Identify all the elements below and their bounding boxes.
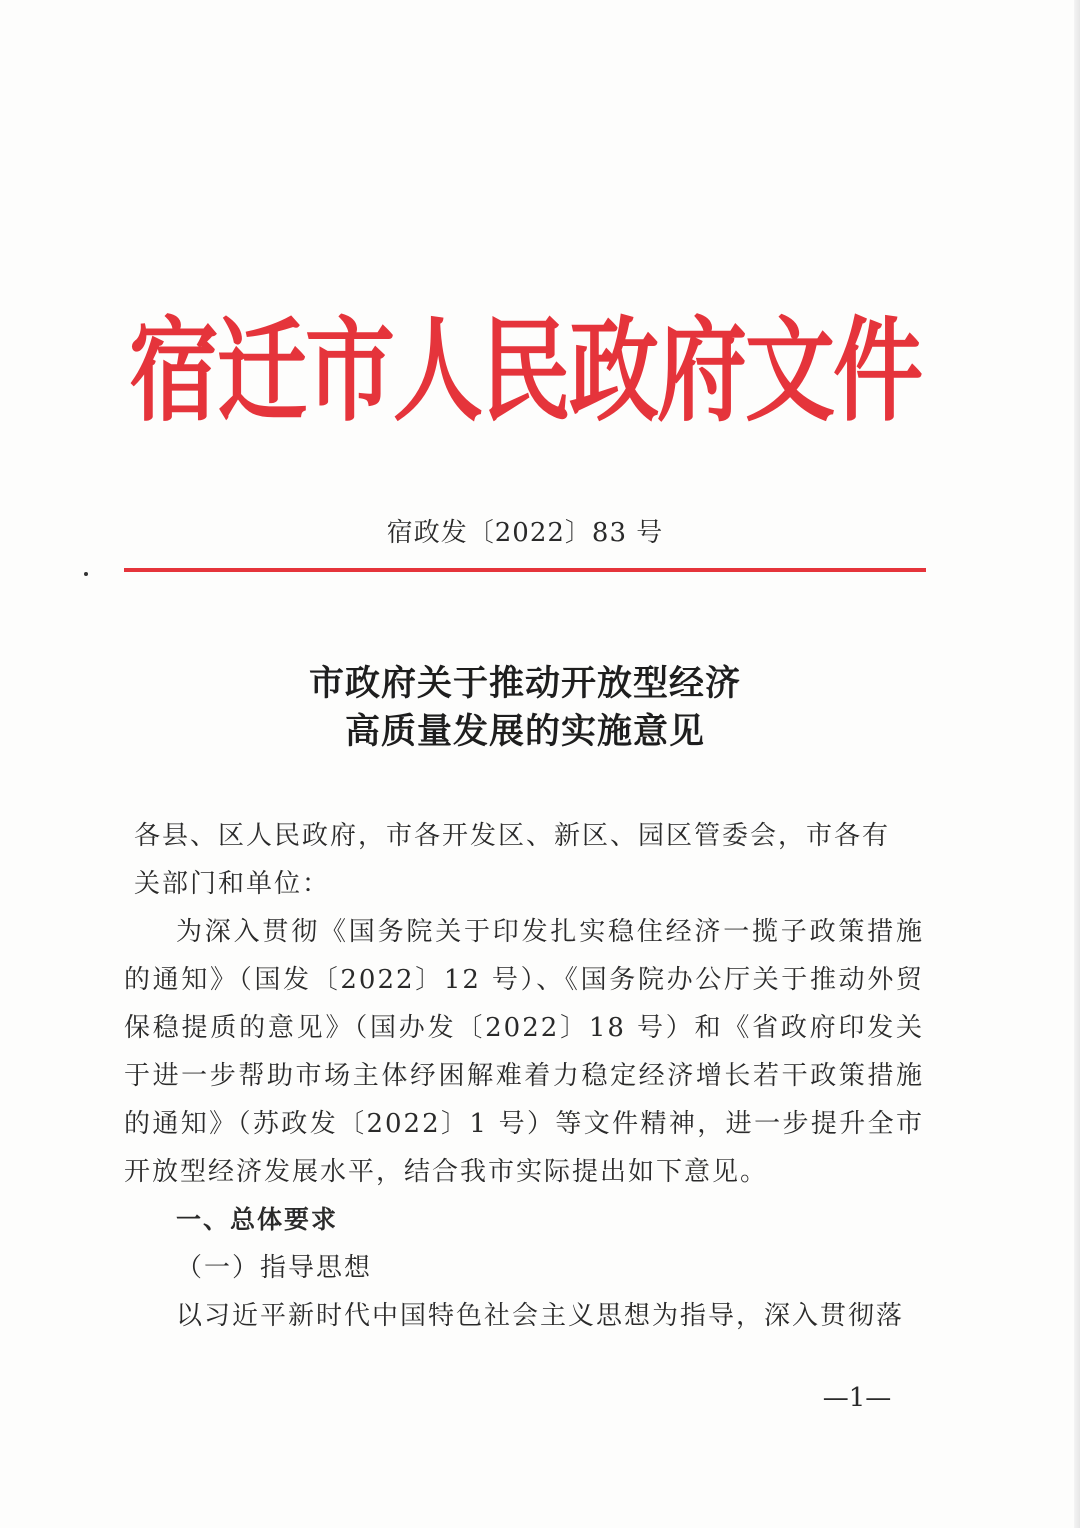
document-title-line-2: 高质量发展的实施意见 bbox=[344, 711, 705, 752]
subsection-paragraph: 以习近平新时代中国特色社会主义思想为指导，深入贯彻落 bbox=[176, 1301, 905, 1331]
document-body bbox=[124, 812, 924, 1340]
scan-edge-shadow bbox=[1074, 0, 1080, 1528]
section-heading: 一、总体要求 bbox=[176, 1205, 339, 1234]
addressee-line-2: 关部门和单位： bbox=[134, 869, 331, 899]
scan-speck bbox=[84, 572, 88, 576]
document-title-line-1: 市政府关于推动开放型经济 bbox=[308, 663, 741, 704]
red-divider-line bbox=[124, 568, 926, 572]
document-number: 宿政发〔2022〕83 号 bbox=[386, 518, 664, 548]
intro-paragraph: 为深入贯彻《国务院关于印发扎实稳住经济一揽子政策措施的通知》（国发〔2022〕12 号）、《国务院办公厅关于推动外贸保稳提质的意见》（国办发〔2022〕18 号）和《省政府印发关于进一步帮助市场主体纾困解难着力稳定经济增长若干政策措施的通知》（苏政发〔2022〕1 号）等文件精神，进一步提升全市开放型经济发展水平，结合我市实际提出如下意见。 bbox=[124, 917, 924, 1187]
subsection-heading: （一）指导思想 bbox=[176, 1253, 373, 1283]
page-number: —1— bbox=[822, 1383, 892, 1413]
issuer-header-title: 宿迁市人民政府文件 bbox=[129, 304, 921, 438]
addressee-line-1: 各县、区人民政府，市各开发区、新区、园区管委会，市各有 bbox=[134, 821, 891, 851]
document-title bbox=[0, 660, 1050, 756]
